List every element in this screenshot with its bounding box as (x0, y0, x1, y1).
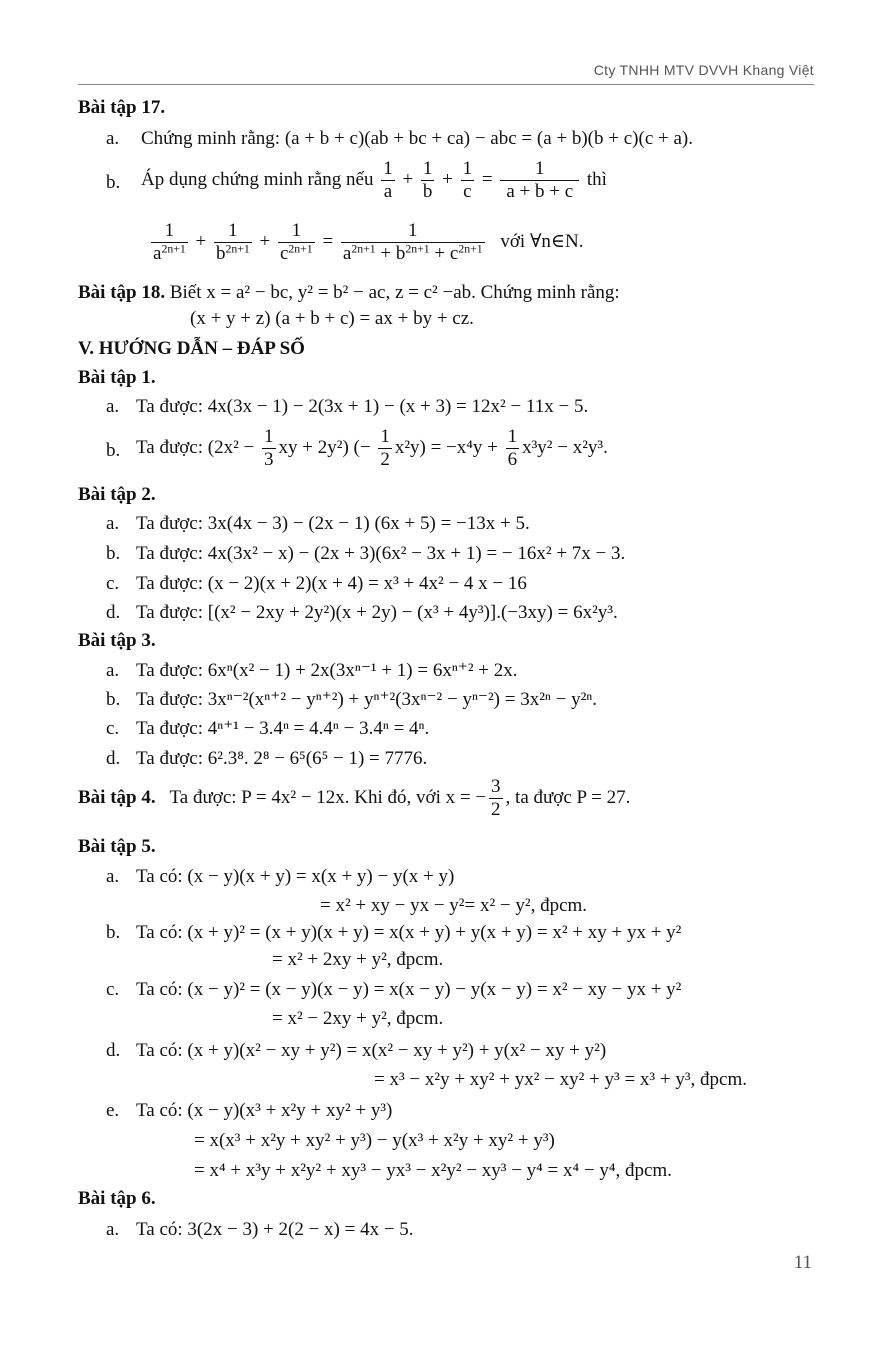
bt5-e3: = x⁴ + x³y + x²y² + xy³ − yx³ − x²y² − xy³ − y⁴ = x⁴ − y⁴, đpcm. (194, 1160, 672, 1181)
bt5-e1: Ta có: (x − y)(x³ + x²y + xy² + y³) (136, 1100, 393, 1121)
bt3-b-label: b. (106, 689, 121, 710)
bt2-c: Ta được: (x − 2)(x + 2)(x + 4) = x³ + 4x² − 4 x − 16 (136, 573, 527, 594)
bt6-title: Bài tập 6. (78, 1188, 156, 1209)
bt5-d1: Ta có: (x + y)(x² − xy + y²) = x(x² − xy + y²) + y(x² − xy + y²) (136, 1040, 607, 1061)
bt17-b-text: Áp dụng chứng minh rằng nếu (141, 168, 374, 190)
bt5-c1: Ta có: (x − y)² = (x − y)(x − y) = x(x − y) − y(x − y) = x² − xy − yx + y² (136, 979, 682, 1000)
section-v-title: V. HƯỚNG DẪN – ĐÁP SỐ (78, 338, 305, 359)
bt2-a: Ta được: 3x(4x − 3) − (2x − 1) (6x + 5) = −13x + 5. (136, 513, 530, 534)
bt3-d: Ta được: 6².3⁸. 2⁸ − 6⁵(6⁵ − 1) = 7776. (136, 748, 428, 769)
bt2-d-label: d. (106, 602, 121, 623)
bt5-b-label: b. (106, 922, 121, 943)
bt3-title: Bài tập 3. (78, 630, 156, 651)
frac-1-abc: $\frac{1}{a + b + c}$ (500, 158, 579, 203)
bt4: Bài tập 4. Ta được: P = 4x² − 12x. Khi đó, với x = − $\frac{3}{2}$ , ta được P = 27. (78, 776, 631, 820)
bt6-a-label: a. (106, 1219, 120, 1240)
bt5-a1: Ta có: (x − y)(x + y) = x(x + y) − y(x + y) (136, 866, 455, 887)
bt17-title: Bài tập 17. (78, 97, 166, 118)
frac-1-c: $\frac{1}{c}$ (462, 158, 473, 202)
bt5-a-label: a. (106, 866, 120, 887)
bt5-c2: = x² − 2xy + y², đpcm. (272, 1008, 444, 1029)
bt17-b-equation: $\frac{1}{a^{2n+1}}$ + $\frac{1}{b^{2n+1}}$ + $\frac{1}{c^{2n+1}}$ = $\frac{1}{a^{2n+1} + b^{2n+1} + c^{2n+1}}$ với ∀n∈N. (153, 220, 584, 264)
bt17-b-line: Áp dụng chứng minh rằng nếu $\frac{1}{a}$ + $\frac{1}{b}$ + $\frac{1}{c}$ = $\frac{1}{a + b + c}$ thì (141, 158, 607, 202)
frac-1-a: $\frac{1}{a}$ (383, 158, 393, 202)
bt17-b-label: b. (106, 172, 121, 193)
bt1-a: Ta được: 4x(3x − 1) − 2(3x + 1) − (x + 3) = 12x² − 11x − 5. (136, 396, 589, 417)
bt2-d: Ta được: [(x² − 2xy + 2y²)(x + 2y) − (x³ + 4y³)].(−3xy) = 6x²y³. (136, 602, 618, 623)
bt1-b-label: b. (106, 440, 121, 461)
bt2-c-label: c. (106, 573, 120, 594)
bt1-a-label: a. (106, 396, 120, 417)
bt1-b: Ta được: (2x² − $\frac{1}{3}$ xy + 2y²) (− $\frac{1}{2}$ x²y) = −x⁴y + $\frac{1}{6}$ x³y² − x²y³. (136, 426, 608, 470)
bt5-e2: = x(x³ + x²y + xy² + y³) − y(x³ + x²y + xy² + y³) (194, 1130, 555, 1151)
bt5-title: Bài tập 5. (78, 836, 156, 857)
bt5-d2: = x³ − x²y + xy² + yx² − xy² + y³ = x³ + y³, đpcm. (374, 1069, 748, 1090)
bt5-b2: = x² + 2xy + y², đpcm. (272, 949, 444, 970)
frac-1-b: $\frac{1}{b}$ (422, 158, 433, 202)
bt3-c: Ta được: 4ⁿ⁺¹ − 3.4ⁿ = 4.4ⁿ − 3.4ⁿ = 4ⁿ. (136, 718, 430, 739)
bt3-a-label: a. (106, 660, 120, 681)
header-rule (78, 84, 814, 85)
bt3-b: Ta được: 3xⁿ⁻²(xⁿ⁺² − yⁿ⁺²) + yⁿ⁺²(3xⁿ⁻² − yⁿ⁻²) = 3x²ⁿ − y²ⁿ. (136, 689, 598, 710)
bt3-c-label: c. (106, 718, 120, 739)
bt5-a2: = x² + xy − yx − y²= x² − y², đpcm. (320, 895, 588, 916)
bt2-title: Bài tập 2. (78, 484, 156, 505)
bt5-b1: Ta có: (x + y)² = (x + y)(x + y) = x(x + y) + y(x + y) = x² + xy + yx + y² (136, 922, 682, 943)
bt3-a: Ta được: 6xⁿ(x² − 1) + 2x(3xⁿ⁻¹ + 1) = 6xⁿ⁺² + 2x. (136, 660, 518, 681)
bt5-e-label: e. (106, 1100, 120, 1121)
bt2-b: Ta được: 4x(3x² − x) − (2x + 3)(6x² − 3x + 1) = − 16x² + 7x − 3. (136, 543, 626, 564)
bt1-title: Bài tập 1. (78, 367, 156, 388)
page-header: Cty TNHH MTV DVVH Khang Việt (593, 62, 814, 78)
bt5-c-label: c. (106, 979, 120, 1000)
bt6-a: Ta có: 3(2x − 3) + 2(2 − x) = 4x − 5. (136, 1219, 414, 1240)
bt18-line2: (x + y + z) (a + b + c) = ax + by + cz. (190, 308, 474, 329)
bt17-a-text: Chứng minh rằng: (a + b + c)(ab + bc + ca) − abc = (a + b)(b + c)(c + a). (141, 128, 693, 149)
bt17-a-label: a. (106, 128, 120, 149)
bt5-d-label: d. (106, 1040, 121, 1061)
bt2-b-label: b. (106, 543, 121, 564)
bt3-d-label: d. (106, 748, 121, 769)
page-number: 11 (793, 1252, 812, 1273)
bt2-a-label: a. (106, 513, 120, 534)
bt18: Bài tập 18. Biết x = a² − bc, y² = b² − ac, z = c² −ab. Chứng minh rằng: (78, 282, 620, 303)
